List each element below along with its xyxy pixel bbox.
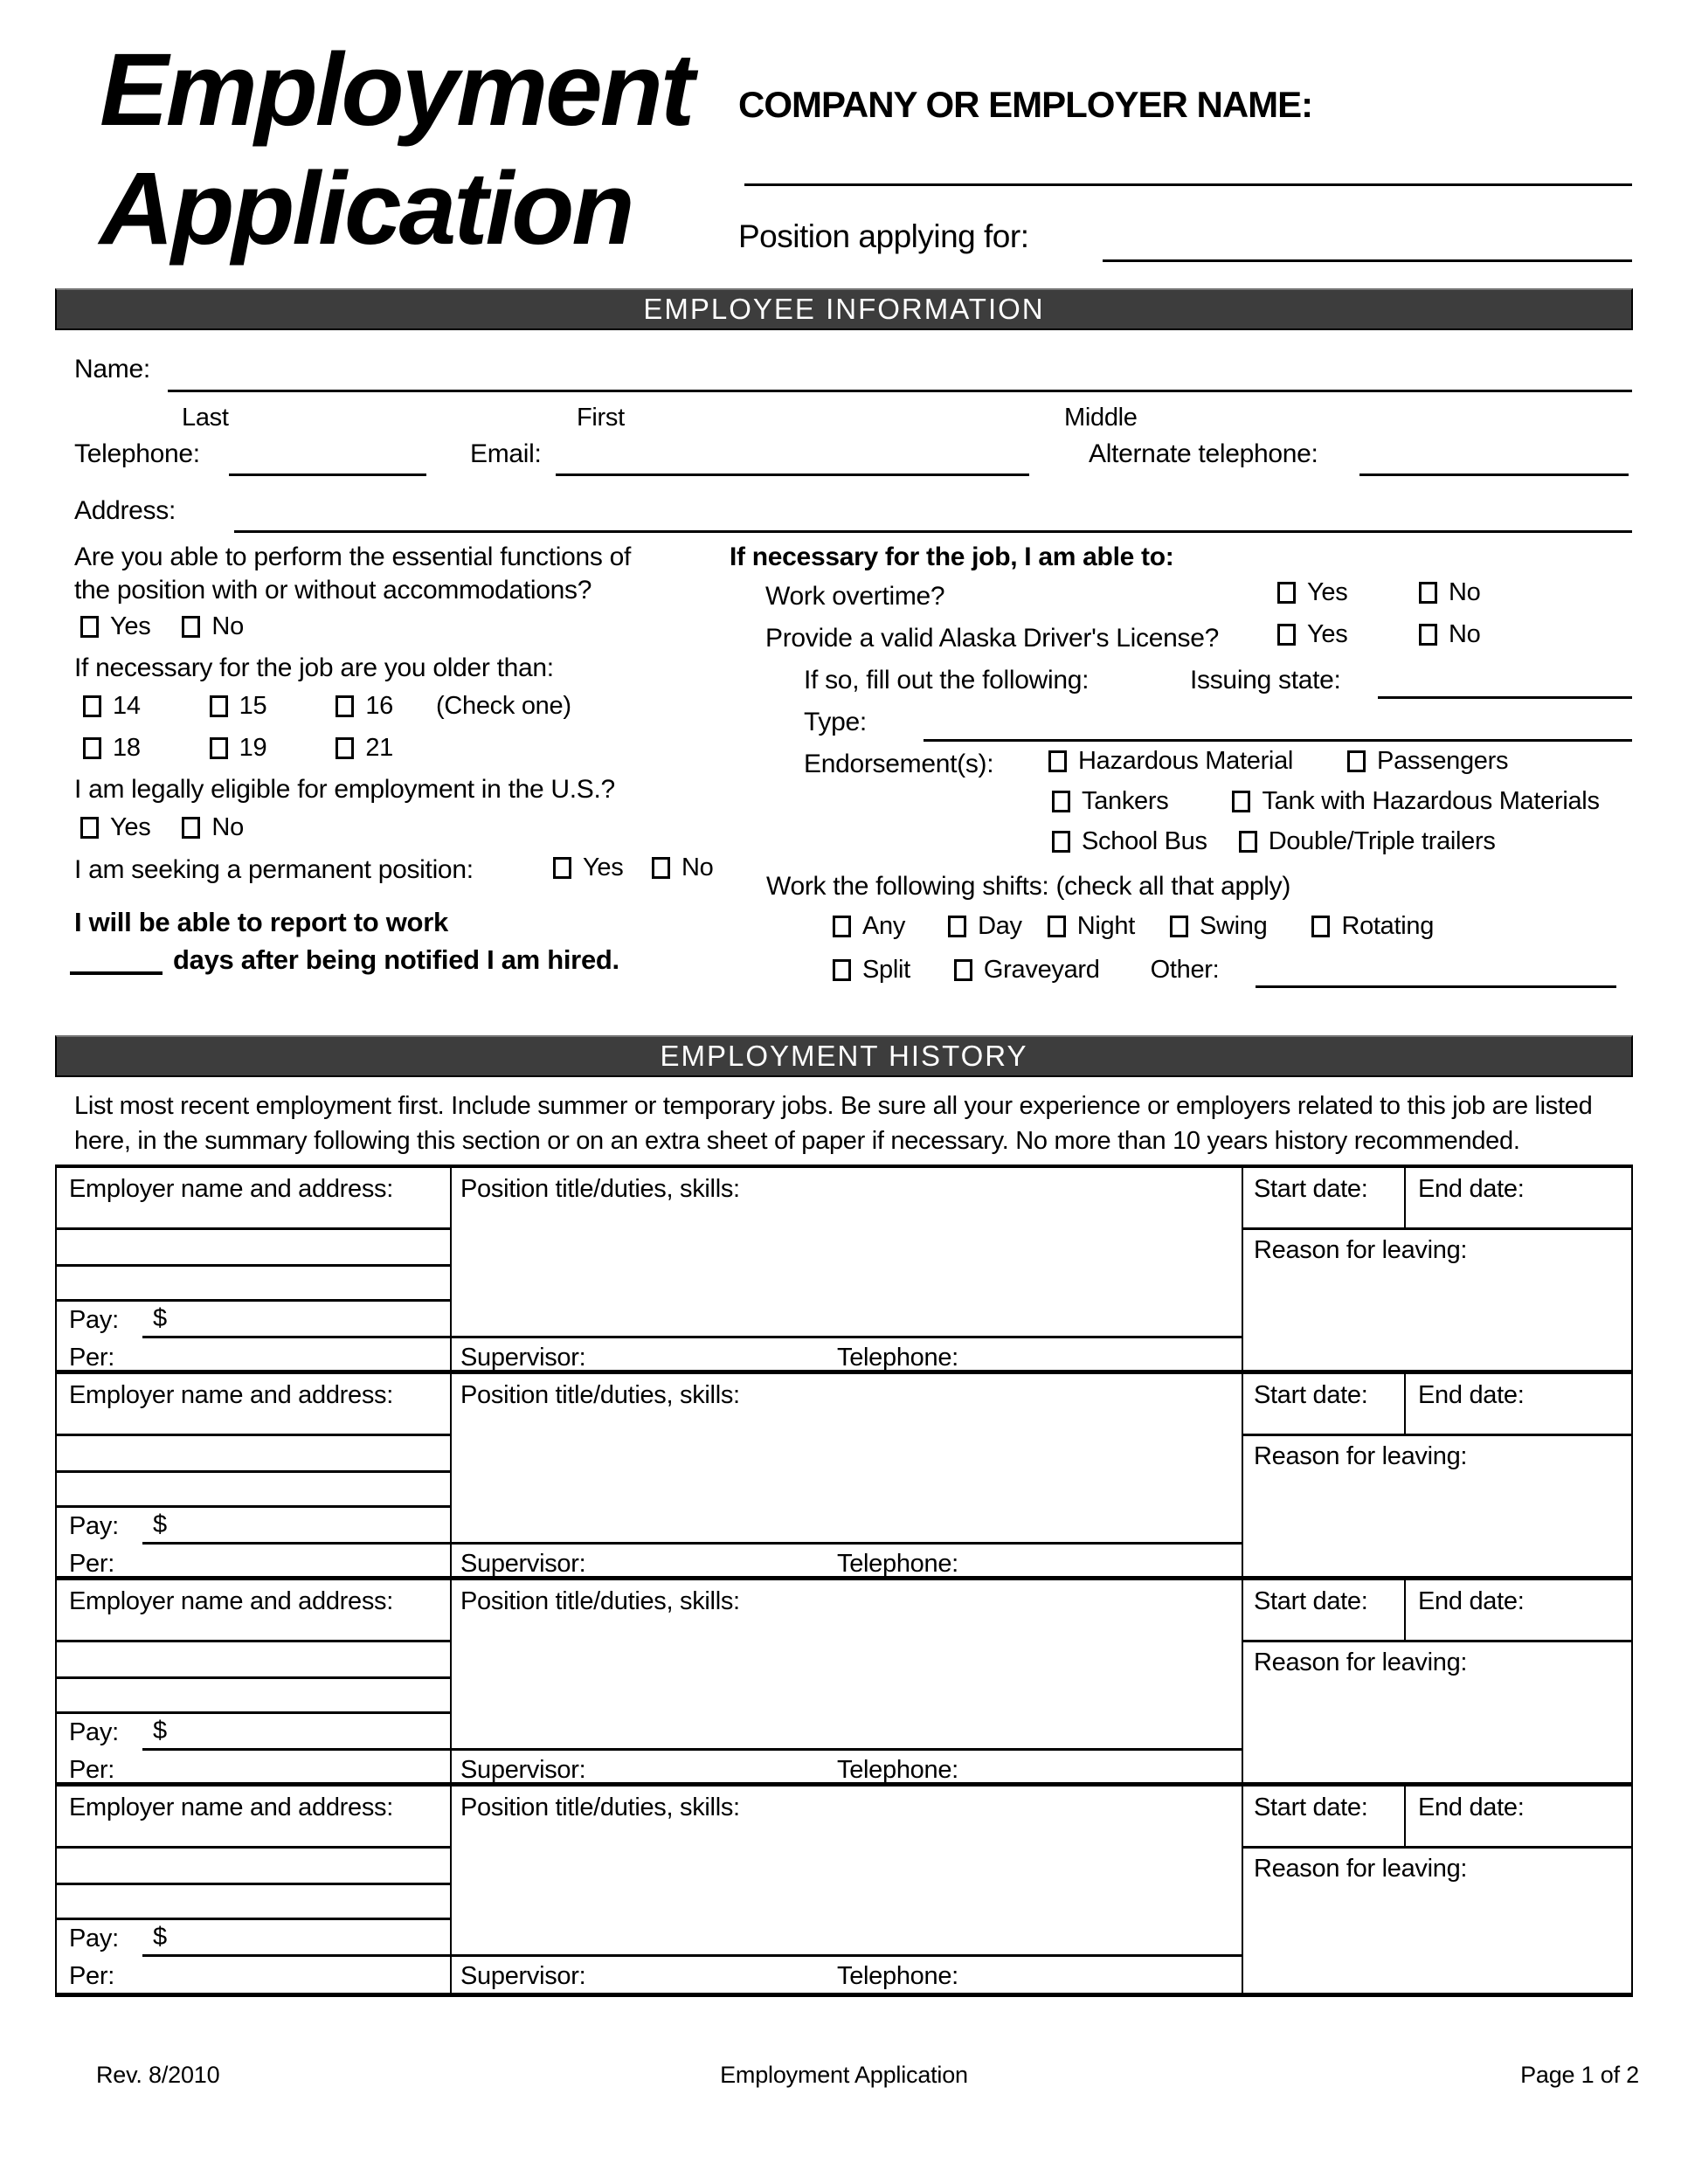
report-to-work-line2: days after being notified I am hired. (173, 944, 619, 975)
endorsement-passengers-label: Passengers (1377, 747, 1509, 775)
column-divider (450, 1580, 452, 1782)
pay-label: Pay: (69, 1306, 119, 1334)
shift-graveyard-label: Graveyard (983, 956, 1100, 984)
endorsement-tank-hazmat-checkbox[interactable] (1232, 791, 1250, 812)
age-options-row-1 (83, 692, 571, 721)
work-overtime-no-checkbox[interactable] (1419, 582, 1437, 604)
end-date-label: End date: (1418, 1175, 1525, 1203)
column-divider (1242, 1168, 1243, 1370)
history-block (57, 1787, 1631, 1993)
name-sublabel-first: First (577, 404, 625, 432)
legally-eligible-yes-checkbox[interactable] (80, 817, 99, 839)
column-divider (1242, 1787, 1243, 1993)
address-write-line[interactable] (57, 1676, 450, 1679)
pay-currency-symbol: $ (153, 1304, 167, 1332)
endorsement-hazardous-material-label: Hazardous Material (1078, 747, 1294, 775)
history-block (57, 1580, 1631, 1787)
issuing-state-label: Issuing state: (1190, 666, 1341, 695)
shift-day-checkbox[interactable] (948, 916, 966, 937)
position-title-duties-label: Position title/duties, skills: (460, 1175, 740, 1203)
address-write-line[interactable] (57, 1434, 450, 1436)
essential-functions-yes-no-row (80, 612, 244, 641)
older-than-question: If necessary for the job are you older than: (74, 653, 554, 682)
work-overtime-question: Work overtime? (765, 582, 945, 611)
email-field-line[interactable] (556, 473, 1029, 476)
name-sublabel-middle: Middle (1064, 404, 1138, 432)
shift-split-checkbox[interactable] (833, 959, 851, 981)
alt-telephone-field-line[interactable] (1359, 473, 1629, 476)
age-15-checkbox[interactable] (210, 695, 228, 717)
end-date-label: End date: (1418, 1381, 1525, 1409)
footer-revision: Rev. 8/2010 (96, 2062, 220, 2088)
endorsements-row-3 (1052, 827, 1496, 856)
work-overtime-no-group (1419, 578, 1480, 607)
pay-write-line[interactable] (142, 1336, 1242, 1338)
telephone-label: Telephone: (74, 439, 200, 468)
shifts-question: Work the following shifts: (check all that apply) (766, 872, 1291, 901)
check-one-note: (Check one) (436, 692, 571, 720)
column-divider (450, 1168, 452, 1370)
permanent-position-question: I am seeking a permanent position: (74, 855, 474, 884)
position-title-duties-label: Position title/duties, skills: (460, 1587, 740, 1615)
supervisor-telephone-label: Telephone: (837, 1550, 958, 1578)
legally-eligible-yes-label: Yes (110, 813, 151, 841)
reason-for-leaving-label: Reason for leaving: (1254, 1236, 1468, 1264)
start-end-divider (1404, 1580, 1406, 1642)
age-options-row-2 (83, 734, 393, 763)
alt-telephone-label: Alternate telephone: (1089, 439, 1318, 468)
shift-rotating-checkbox[interactable] (1311, 916, 1330, 937)
age-19-label: 19 (239, 734, 267, 762)
start-date-label: Start date: (1254, 1794, 1368, 1821)
per-label: Per: (69, 1962, 114, 1990)
shift-split-label: Split (862, 956, 910, 984)
pay-label: Pay: (69, 1512, 119, 1540)
section-bar-employment-history: EMPLOYMENT HISTORY (55, 1035, 1633, 1077)
pay-label: Pay: (69, 1925, 119, 1952)
endorsements-row-2 (1052, 787, 1600, 816)
endorsement-double-triple-checkbox[interactable] (1239, 831, 1257, 853)
age-16-checkbox[interactable] (336, 695, 354, 717)
reason-for-leaving-label: Reason for leaving: (1254, 1855, 1468, 1883)
endorsements-label: Endorsement(s): (804, 750, 994, 778)
work-overtime-yes-group (1277, 578, 1347, 607)
shift-night-label: Night (1076, 912, 1135, 940)
start-end-divider (1404, 1787, 1406, 1849)
dates-row-border (1242, 1640, 1631, 1642)
work-overtime-no-label: No (1449, 578, 1481, 606)
age-19-checkbox[interactable] (210, 737, 228, 759)
footer-page-number: Page 1 of 2 (1520, 2062, 1639, 2088)
essential-functions-no-label: No (211, 612, 244, 640)
footer-document-title: Employment Application (720, 2062, 968, 2088)
endorsement-tankers-checkbox[interactable] (1052, 791, 1070, 812)
shift-swing-checkbox[interactable] (1170, 916, 1188, 937)
shifts-row-1 (833, 912, 1434, 941)
work-overtime-yes-label: Yes (1307, 578, 1348, 606)
supervisor-label: Supervisor: (460, 1550, 586, 1578)
shift-any-label: Any (862, 912, 906, 940)
essential-functions-yes-label: Yes (110, 612, 151, 640)
alaska-license-no-label: No (1449, 620, 1481, 648)
age-21-label: 21 (365, 734, 394, 762)
permanent-position-yes-group (553, 854, 623, 882)
permanent-position-yes-checkbox[interactable] (553, 857, 571, 879)
endorsement-school-bus-checkbox[interactable] (1052, 831, 1070, 853)
report-to-work-line1: I will be able to report to work (74, 907, 448, 937)
address-write-line[interactable] (57, 1640, 450, 1642)
form-title-line1: Employment (100, 32, 693, 148)
essential-functions-question-line1: Are you able to perform the essential functions of (74, 543, 632, 571)
shift-other-label: Other: (1150, 956, 1220, 984)
employer-name-address-label: Employer name and address: (69, 1794, 394, 1821)
supervisor-telephone-label: Telephone: (837, 1962, 958, 1990)
per-label: Per: (69, 1550, 114, 1578)
position-applying-label: Position applying for: (738, 218, 1029, 254)
age-14-label: 14 (113, 692, 141, 720)
shift-rotating-label: Rotating (1341, 912, 1435, 940)
address-write-line[interactable] (57, 1846, 450, 1849)
if-so-fill-out-label: If so, fill out the following: (804, 666, 1090, 695)
alaska-license-no-group (1419, 620, 1480, 649)
employment-history-table (55, 1165, 1633, 1997)
age-15-label: 15 (239, 692, 267, 720)
age-14-checkbox[interactable] (83, 695, 101, 717)
supervisor-label: Supervisor: (460, 1344, 586, 1372)
shift-any-checkbox[interactable] (833, 916, 851, 937)
work-overtime-yes-checkbox[interactable] (1277, 582, 1296, 604)
column-divider (450, 1374, 452, 1576)
issuing-state-field-line[interactable] (1378, 696, 1632, 699)
pay-label: Pay: (69, 1718, 119, 1746)
dates-row-border (1242, 1227, 1631, 1230)
shift-graveyard-checkbox[interactable] (954, 959, 972, 981)
start-end-divider (1404, 1168, 1406, 1230)
position-title-duties-label: Position title/duties, skills: (460, 1794, 740, 1821)
license-type-label: Type: (804, 708, 867, 736)
age-16-label: 16 (365, 692, 394, 720)
supervisor-label: Supervisor: (460, 1962, 586, 1990)
company-name-field-line[interactable] (744, 183, 1632, 186)
company-name-label: COMPANY OR EMPLOYER NAME: (738, 84, 1313, 125)
endorsement-tank-hazmat-label: Tank with Hazardous Materials (1262, 787, 1600, 815)
end-date-label: End date: (1418, 1794, 1525, 1821)
alaska-license-yes-group (1277, 620, 1347, 649)
shift-swing-label: Swing (1199, 912, 1268, 940)
address-write-line[interactable] (57, 1227, 450, 1230)
endorsement-passengers-checkbox[interactable] (1347, 750, 1366, 772)
alaska-license-question: Provide a valid Alaska Driver's License? (765, 624, 1219, 653)
shift-day-label: Day (978, 912, 1022, 940)
form-title-line2: Application (100, 151, 633, 266)
email-label: Email: (470, 439, 542, 468)
legally-eligible-yes-no-row (80, 813, 244, 842)
endorsement-tankers-label: Tankers (1082, 787, 1169, 815)
pay-write-line[interactable] (142, 1748, 1242, 1751)
address-field-line[interactable] (234, 530, 1632, 533)
per-label: Per: (69, 1756, 114, 1784)
permanent-position-no-checkbox[interactable] (652, 857, 670, 879)
address-write-line[interactable] (57, 1264, 450, 1267)
legally-eligible-no-checkbox[interactable] (182, 817, 200, 839)
name-label: Name: (74, 355, 150, 384)
supervisor-label: Supervisor: (460, 1756, 586, 1784)
endorsement-double-triple-label: Double/Triple trailers (1268, 827, 1496, 855)
address-label: Address: (74, 496, 176, 525)
dates-row-border (1242, 1434, 1631, 1436)
start-date-label: Start date: (1254, 1587, 1368, 1615)
employer-name-address-label: Employer name and address: (69, 1587, 394, 1615)
column-divider (1242, 1374, 1243, 1576)
pay-currency-symbol: $ (153, 1923, 167, 1951)
age-21-checkbox[interactable] (336, 737, 354, 759)
shift-other-field-line[interactable] (1256, 985, 1616, 988)
history-intro-line1: List most recent employment first. Include summer or temporary jobs. Be sure all your experience or employers related to this job are listed (74, 1092, 1593, 1120)
address-write-line[interactable] (57, 1918, 450, 1920)
legally-eligible-no-label: No (211, 813, 244, 841)
report-days-field-line[interactable] (70, 971, 163, 975)
employer-name-address-label: Employer name and address: (69, 1381, 394, 1409)
permanent-position-no-label: No (681, 854, 714, 881)
essential-functions-no-checkbox[interactable] (182, 616, 200, 638)
start-date-label: Start date: (1254, 1175, 1368, 1203)
alaska-license-no-checkbox[interactable] (1419, 624, 1437, 646)
pay-currency-symbol: $ (153, 1717, 167, 1745)
address-write-line[interactable] (57, 1470, 450, 1473)
endorsement-hazardous-material-checkbox[interactable] (1048, 750, 1067, 772)
history-intro-line2: here, in the summary following this section or on an extra sheet of paper if necessary. No more than 10 years history recommended. (74, 1127, 1520, 1155)
end-date-label: End date: (1418, 1587, 1525, 1615)
employer-name-address-label: Employer name and address: (69, 1175, 394, 1203)
permanent-position-yes-label: Yes (583, 854, 624, 881)
address-write-line[interactable] (57, 1299, 450, 1302)
per-label: Per: (69, 1344, 114, 1372)
endorsements-row-1 (1048, 747, 1508, 776)
position-title-duties-label: Position title/duties, skills: (460, 1381, 740, 1409)
legally-eligible-question: I am legally eligible for employment in the U.S.? (74, 775, 615, 804)
start-end-divider (1404, 1374, 1406, 1436)
pay-write-line[interactable] (142, 1954, 1242, 1957)
history-block (57, 1374, 1631, 1580)
essential-functions-yes-checkbox[interactable] (80, 616, 99, 638)
supervisor-telephone-label: Telephone: (837, 1344, 958, 1372)
reason-for-leaving-label: Reason for leaving: (1254, 1442, 1468, 1470)
pay-currency-symbol: $ (153, 1510, 167, 1538)
endorsement-school-bus-label: School Bus (1082, 827, 1207, 855)
if-necessary-heading: If necessary for the job, I am able to: (730, 543, 1174, 571)
position-applying-field-line[interactable] (1103, 259, 1632, 262)
section-bar-employee-information: EMPLOYEE INFORMATION (55, 288, 1633, 330)
column-divider (1242, 1580, 1243, 1782)
name-field-line[interactable] (168, 390, 1632, 392)
permanent-position-no-group (652, 854, 713, 882)
telephone-field-line[interactable] (229, 473, 426, 476)
alaska-license-yes-label: Yes (1307, 620, 1348, 648)
supervisor-telephone-label: Telephone: (837, 1756, 958, 1784)
essential-functions-question-line2: the position with or without accommodations? (74, 576, 592, 605)
address-write-line[interactable] (57, 1711, 450, 1714)
shift-night-checkbox[interactable] (1048, 916, 1066, 937)
age-18-checkbox[interactable] (83, 737, 101, 759)
history-block (57, 1168, 1631, 1374)
age-18-label: 18 (113, 734, 141, 762)
alaska-license-yes-checkbox[interactable] (1277, 624, 1296, 646)
name-sublabel-last: Last (182, 404, 229, 432)
license-type-field-line[interactable] (924, 739, 1632, 742)
shifts-row-2 (833, 956, 1219, 985)
start-date-label: Start date: (1254, 1381, 1368, 1409)
reason-for-leaving-label: Reason for leaving: (1254, 1648, 1468, 1676)
dates-row-border (1242, 1846, 1631, 1849)
pay-write-line[interactable] (142, 1542, 1242, 1545)
address-write-line[interactable] (57, 1883, 450, 1885)
address-write-line[interactable] (57, 1505, 450, 1508)
column-divider (450, 1787, 452, 1993)
